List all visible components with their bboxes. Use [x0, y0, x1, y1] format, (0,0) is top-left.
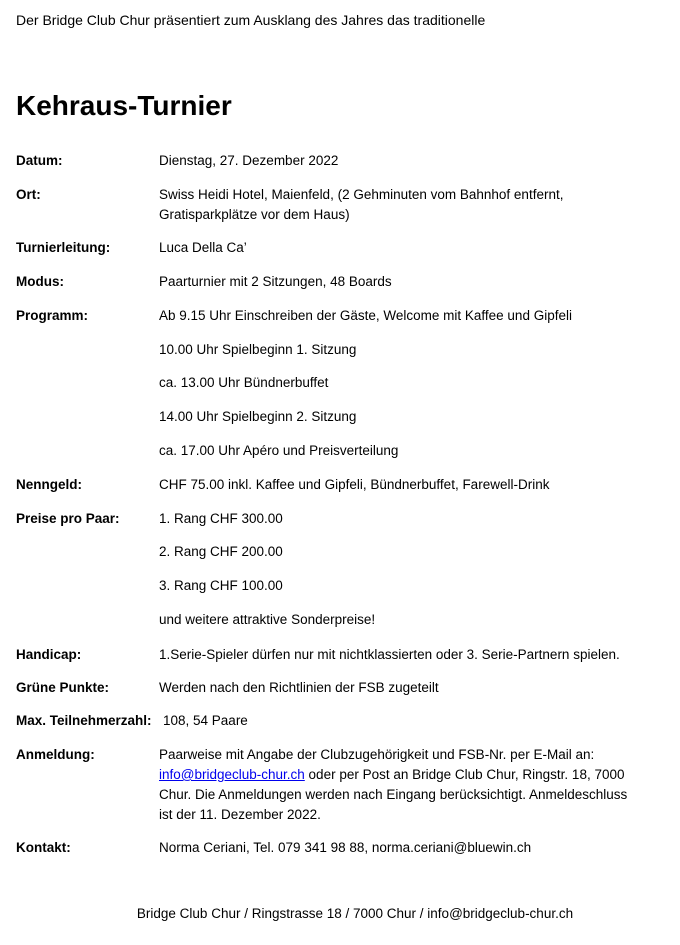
anmeldung-text-before: Paarweise mit Angabe der Clubzugehörigkeit und FSB-Nr. per E-Mail an: — [159, 747, 595, 762]
intro-text: Der Bridge Club Chur präsentiert zum Ausklang des Jahres das traditionelle — [16, 12, 486, 28]
value-anmeldung — [159, 745, 639, 825]
email-link[interactable]: info@bridgeclub-chur.ch — [159, 767, 305, 782]
label-anmeldung: Anmeldung: — [16, 747, 95, 762]
footer — [0, 906, 680, 921]
programm-item: ca. 17.00 Uhr Apéro und Preisverteilung — [159, 443, 399, 458]
label-max-teilnehmer: Max. Teilnehmerzahl: — [16, 713, 152, 728]
label-handicap: Handicap: — [16, 647, 82, 662]
label-nenngeld: Nenngeld: — [16, 477, 82, 492]
value-handicap: 1.Serie-Spieler dürfen nur mit nichtklassierten oder 3. Serie-Partnern spielen. — [159, 647, 620, 662]
footer-text: Bridge Club Chur / Ringstrasse 18 / 7000 Chur / info@bridgeclub-chur.ch — [136, 906, 574, 921]
value-max-teilnehmer: 108, 54 Paare — [163, 713, 248, 728]
page-title: Kehraus-Turnier — [16, 90, 232, 121]
preis-item: 1. Rang CHF 300.00 — [159, 511, 283, 526]
value-nenngeld: CHF 75.00 inkl. Kaffee und Gipfeli, Bündnerbuffet, Farewell-Drink — [159, 477, 550, 492]
label-ort: Ort: — [16, 187, 41, 202]
preis-item: 2. Rang CHF 200.00 — [159, 544, 283, 559]
programm-item: Ab 9.15 Uhr Einschreiben der Gäste, Welcome mit Kaffee und Gipfeli — [159, 308, 572, 323]
programm-item: 14.00 Uhr Spielbeginn 2. Sitzung — [159, 409, 357, 424]
value-kontakt: Norma Ceriani, Tel. 079 341 98 88, norma.ceriani@bluewin.ch — [159, 840, 532, 855]
value-modus: Paarturnier mit 2 Sitzungen, 48 Boards — [159, 274, 392, 289]
programm-item: ca. 13.00 Uhr Bündnerbuffet — [159, 375, 329, 390]
label-modus: Modus: — [16, 274, 64, 289]
programm-item: 10.00 Uhr Spielbeginn 1. Sitzung — [159, 342, 357, 357]
label-datum: Datum: — [16, 153, 63, 168]
value-gruene-punkte: Werden nach den Richtlinien der FSB zugeteilt — [159, 680, 439, 695]
value-datum: Dienstag, 27. Dezember 2022 — [159, 153, 339, 168]
anmeldung-text-after: oder per Post an Bridge Club Chur, Ringstr. 18, 7000 Chur. Die Anmeldungen werden nach Eingang berücksichtigt. Anmeldeschluss ist der 11. Dezember 2022. — [159, 767, 628, 822]
value-ort: Swiss Heidi Hotel, Maienfeld, (2 Gehminuten vom Bahnhof entfernt, Gratisparkplätze vor dem Haus) — [159, 187, 564, 222]
label-kontakt: Kontakt: — [16, 840, 71, 855]
preis-item: 3. Rang CHF 100.00 — [159, 578, 283, 593]
preis-item: und weitere attraktive Sonderpreise! — [159, 612, 376, 627]
label-programm: Programm: — [16, 308, 89, 323]
value-turnierleitung: Luca Della Ca’ — [159, 240, 247, 255]
label-preise: Preise pro Paar: — [16, 511, 120, 526]
label-gruene-punkte: Grüne Punkte: — [16, 680, 110, 695]
label-turnierleitung: Turnierleitung: — [16, 240, 111, 255]
